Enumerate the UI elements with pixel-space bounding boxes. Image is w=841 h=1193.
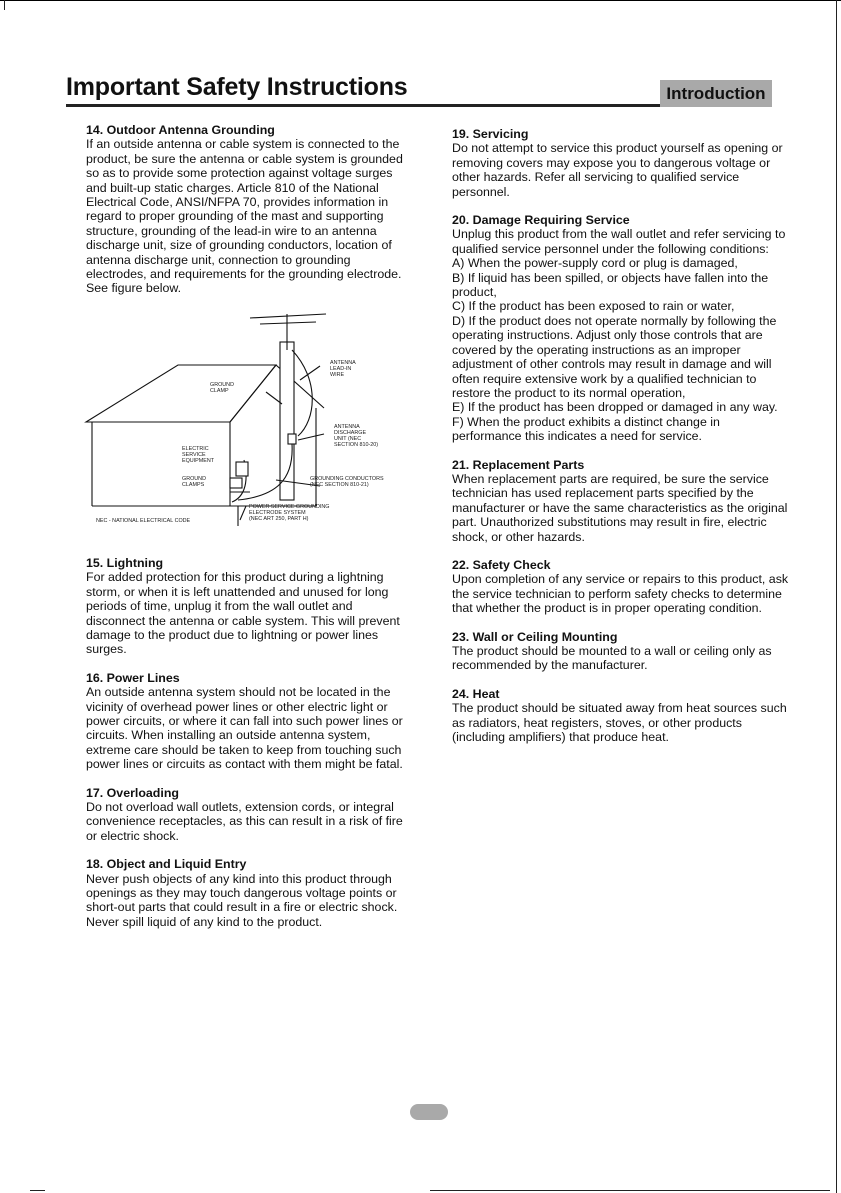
section-19-heading: 19. Servicing — [452, 127, 529, 141]
section-14-body: If an outside antenna or cable system is connected to the product, be sure the antenna or cable system is grounded so as to provide some protection against voltage surges and built-up static charges. Article 810 of the National Electrical Code, ANSI/NFPA 70, provides information in regard to proper grounding of the mast and supporting structure, grounding of the lead-in wire to an antenna discharge unit, size of grounding conductors, location of antenna discharge unit, connection to grounding electrodes, and requirements for the grounding electrode. See figure below. — [86, 137, 403, 296]
label-power-service-grounding: POWER SERVICE GROUNDING ELECTRODE SYSTEM (NEC ART 250, PART H) — [249, 503, 330, 522]
page-frame-top — [0, 0, 841, 1]
condition-c: C) If the product has been exposed to rain or water, — [452, 299, 735, 314]
section-23-heading: 23. Wall or Ceiling Mounting — [452, 629, 618, 644]
section-24 — [452, 687, 792, 745]
section-18-body: Never push objects of any kind into this product through openings as they may touch dangerous voltage points or short-out parts that could result in a fire or electric shock. Never spill liquid of any kind to the product. — [86, 871, 398, 929]
antenna-element-2 — [260, 322, 316, 324]
antenna-element-1 — [250, 314, 326, 318]
section-14 — [86, 123, 406, 296]
section-17-body: Do not overload wall outlets, extension cords, or integral convenience receptacles, as this can result in a risk of fire or electric shock. — [86, 799, 403, 843]
section-20-heading: 20. Damage Requiring Service — [452, 213, 630, 228]
left-column — [86, 123, 406, 943]
condition-f: F) When the product exhibits a distinct change in performance this indicates a need for service. — [452, 414, 720, 444]
section-17 — [86, 786, 406, 844]
section-14-heading: 14. Outdoor Antenna Grounding — [86, 123, 275, 137]
section-23-body: The product should be mounted to a wall or ceiling only as recommended by the manufacturer. — [452, 644, 772, 673]
section-21 — [452, 458, 792, 544]
section-18-heading: 18. Object and Liquid Entry — [86, 857, 247, 872]
section-16-body: An outside antenna system should not be located in the vicinity of overhead power lines or other electric light or power circuits, or where it can fall into such power lines or circuits. When installing an outside antenna system, extreme care should be taken to keep from touching such power lines or circuits as contact with them might be fatal. — [86, 685, 403, 772]
lead-in-wire — [292, 350, 312, 436]
ground-clamp-box — [230, 478, 242, 488]
right-column — [452, 127, 792, 758]
condition-d: D) If the product does not operate normally by following the operating instructions. Adjust only those controls that are covered by the operating instructions as an improper adjustment of other controls may result in damage and will often require extensive work by a qualified technician to restore the product to its normal operation, — [452, 313, 777, 400]
section-15 — [86, 556, 406, 657]
section-19-body: Do not attempt to service this product yourself as opening or removing covers may expose you to dangerous voltage or other hazards. Refer all servicing to qualified service personnel. — [452, 141, 783, 199]
page-frame-bottom-left — [30, 1190, 45, 1191]
page-title: Important Safety Instructions — [66, 73, 408, 101]
label-grounding-conductors: GROUNDING CONDUCTORS (NEC SECTION 810-21) — [310, 475, 384, 488]
label-electric-service-equipment: ELECTRIC SERVICE EQUIPMENT — [182, 445, 215, 464]
section-21-body: When replacement parts are required, be sure the service technician has used replacement parts specified by the manufacturer or have the same characteristics as the original part. Unauthorized substitutions may result in fire, electric shock, or other hazards. — [452, 471, 788, 544]
section-24-heading: 24. Heat — [452, 686, 500, 701]
label-antenna-lead-in-wire: ANTENNA LEAD-IN WIRE — [330, 359, 356, 378]
section-15-body: For added protection for this product during a lightning storm, or when it is left unattended and unused for long periods of time, unplug it from the wall outlet and disconnect the antenna or cable system. This will prevent damage to the product due to lightning or power lines surges. — [86, 570, 400, 657]
label-ground-clamps: GROUND CLAMPS — [182, 475, 206, 488]
section-19 — [452, 127, 792, 199]
section-21-heading: 21. Replacement Parts — [452, 457, 585, 472]
label-antenna-discharge-unit: ANTENNA DISCHARGE UNIT (NEC SECTION 810-20) — [334, 423, 379, 448]
section-15-heading: 15. Lightning — [86, 555, 164, 570]
section-22-heading: 22. Safety Check — [452, 557, 551, 572]
electrode-pointer — [240, 506, 246, 520]
page-frame-left — [4, 0, 5, 10]
discharge-pointer — [298, 434, 324, 440]
service-panel — [236, 462, 248, 476]
discharge-unit — [288, 434, 296, 444]
section-tag: Introduction — [660, 80, 772, 107]
section-22 — [452, 558, 792, 616]
label-nec-note: NEC - NATIONAL ELECTRICAL CODE — [96, 517, 191, 524]
page-frame-bottom-right — [430, 1190, 830, 1191]
section-23 — [452, 630, 792, 673]
lead-in-pointer — [300, 366, 320, 380]
antenna-grounding-figure — [86, 310, 406, 546]
page-number-pill — [410, 1104, 448, 1120]
page-frame-right — [836, 0, 837, 1193]
condition-a: A) When the power-supply cord or plug is damaged, — [452, 256, 738, 271]
section-20-intro: Unplug this product from the wall outlet and refer servicing to qualified service personnel under the following conditions: — [452, 227, 786, 256]
condition-e: E) If the product has been dropped or damaged in any way. — [452, 400, 778, 415]
chimney-mast — [280, 342, 294, 500]
section-16 — [86, 671, 406, 772]
condition-b: B) If liquid has been spilled, or objects have fallen into the product, — [452, 270, 769, 300]
section-18 — [86, 857, 406, 929]
section-20 — [452, 213, 792, 444]
section-24-body: The product should be situated away from heat sources such as radiators, heat registers, stoves, or other products (including amplifiers) that produce heat. — [452, 701, 787, 745]
roof-shape — [86, 365, 276, 422]
section-16-heading: 16. Power Lines — [86, 670, 180, 685]
section-22-body: Upon completion of any service or repairs to this product, ask the service technician to perform safety checks to determine that whether the product is in proper operating condition. — [452, 572, 789, 616]
section-17-heading: 17. Overloading — [86, 785, 179, 800]
label-ground-clamp: GROUND CLAMP — [210, 381, 234, 394]
